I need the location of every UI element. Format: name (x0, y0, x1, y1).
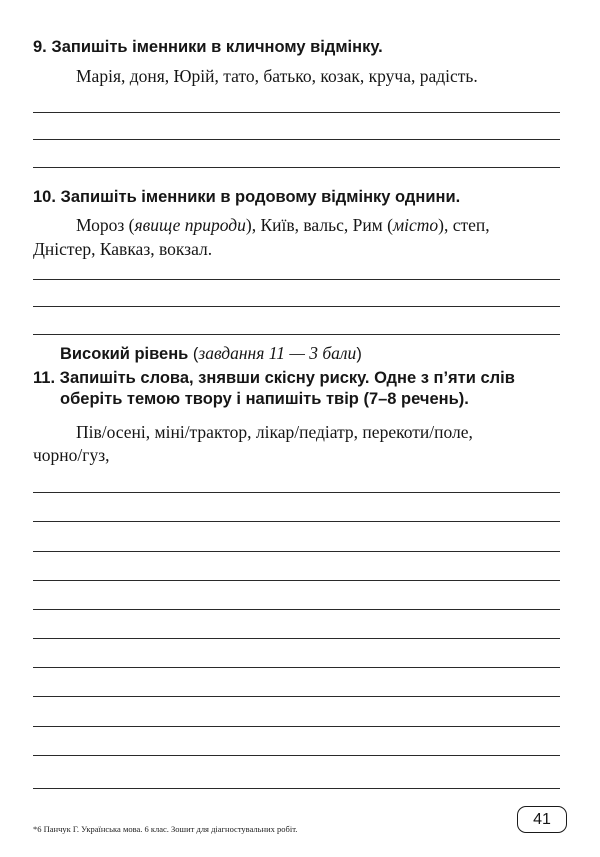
task-11-title (33, 368, 515, 389)
answer-line[interactable] (33, 334, 560, 335)
task-11-number: 11. (33, 369, 56, 387)
text-segment: ), Київ, вальс, Рим ( (245, 215, 393, 235)
footer-note: *6 Панчук Г. Українська мова. 6 клас. Зошит для діагностувальних робіт. (33, 824, 298, 834)
task-10-words-line-2: Дністер, Кавказ, вокзал. (33, 239, 213, 259)
answer-line[interactable] (33, 551, 560, 552)
task-9-title (33, 37, 383, 58)
answer-line[interactable] (33, 492, 560, 493)
answer-line[interactable] (33, 279, 560, 280)
task-9-instruction: Запишіть іменники в кличному відмінку. (51, 38, 383, 56)
task-10-words-line-1 (76, 213, 490, 238)
paren-close: ) (356, 345, 362, 363)
italic-hint: місто (392, 215, 439, 235)
level-heading (60, 343, 362, 365)
level-label: Високий рівень (60, 345, 189, 363)
answer-line[interactable] (33, 788, 560, 789)
answer-line[interactable] (33, 609, 560, 610)
task-11-instruction-line-2: оберіть темою твору і напишіть твір (7–8 речень). (60, 390, 469, 408)
answer-line[interactable] (33, 167, 560, 168)
text-segment: Мороз ( (76, 215, 135, 235)
answer-line[interactable] (33, 112, 560, 113)
answer-line[interactable] (33, 580, 560, 581)
task-9-number: 9. (33, 38, 47, 56)
task-10-instruction: Запишіть іменники в родовому відмінку однини. (60, 188, 461, 206)
task-11-instruction-line-1: Запишіть слова, знявши скісну риску. Одне з п’яти слів (59, 369, 515, 387)
page-number: 41 (517, 806, 567, 833)
answer-line[interactable] (33, 667, 560, 668)
task-11-words-line-1: Пів/осені, міні/трактор, лікар/педіатр, перекоти/поле, (76, 422, 473, 442)
answer-line[interactable] (33, 638, 560, 639)
task-11-words-line-2: чорно/гуз, (33, 445, 110, 465)
task-10-number: 10. (33, 188, 56, 206)
answer-line[interactable] (33, 726, 560, 727)
text-segment: ), степ, (438, 215, 490, 235)
answer-line[interactable] (33, 306, 560, 307)
level-note: завдання 11 — 3 бали (198, 343, 357, 363)
answer-line[interactable] (33, 139, 560, 140)
task-9-words: Марія, доня, Юрій, тато, батько, козак, круча, радість. (76, 66, 478, 86)
answer-line[interactable] (33, 755, 560, 756)
answer-line[interactable] (33, 696, 560, 697)
italic-hint: явище природи (134, 215, 246, 235)
paren-open: ( (188, 345, 199, 363)
answer-line[interactable] (33, 521, 560, 522)
task-10-title (33, 187, 460, 208)
